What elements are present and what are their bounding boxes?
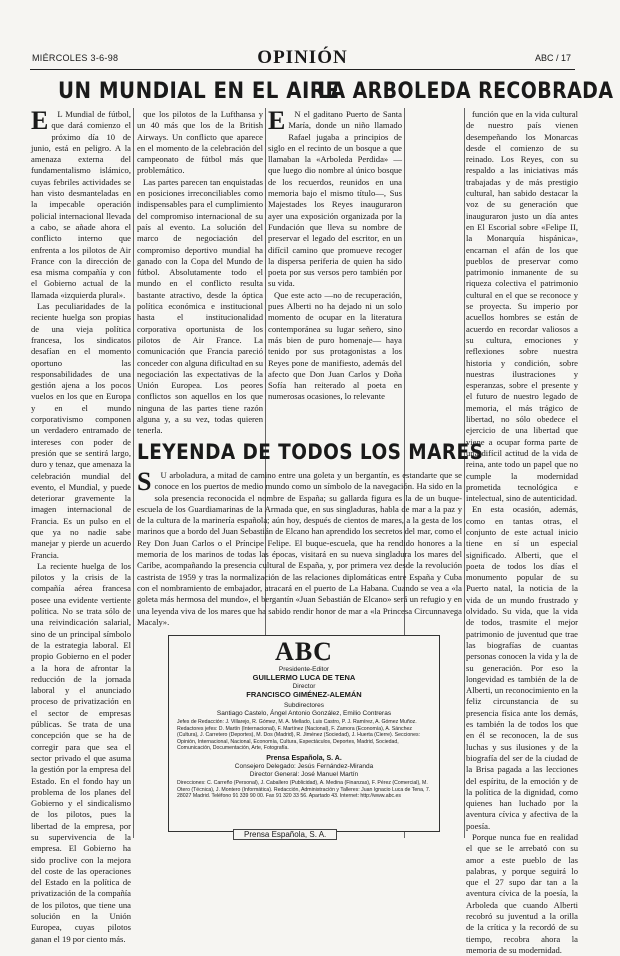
article-leyenda-body (137, 467, 462, 630)
paragraph: N el gaditano Puerto de Santa María, donde un niño llamado Rafael jugaba a principios de siglo en el recinto de un bosque a que llamaban la «Arboleda Perdida» —que luego dio nombre al único bosque de los recuerdos, reunidos en una memoria bajo el mismo título—, Sus Majestades los Reyes inauguraron ayer una exposición organizada por la Fundación que lleva su nombre de preservar el legado del escritor, en un difícil camino que promueve recoger la dispersa periferia de quien ha sido poeta por sus versos pero también por su vida. (268, 109, 402, 289)
column-rule (133, 108, 134, 838)
paragraph: La reciente huelga de los pilotos y la crisis de la compañía aérea francesa posee una evidente vertiente política. No se trata sólo de una reivindicación salarial, sino de un principal símbolo de la estrategia laboral. El propio Gobierno en el poder a la hora de afrontar la reducción de la jornada laboral y el anunciado proceso de privatización en el sector de empresas públicas. Se trata de una concepción que se ha de corregir para que sea el sector privado el que asuma la gestión por la empresa del Estado. En el fondo hay un problema de los planes del Gobierno y el sindicalismo de los pilotos, pues la libertad de la empresa, por su supervivencia de la empresa. El Gobierno ha sido proclive con la mejora del coste de las operaciones del Estado en la política de privatización de la compañía de los pilotos, que tiene una solución en la Unión Europea, cuyas pilotos ganan el 19 por ciento más. (31, 560, 131, 944)
column-rule (464, 108, 465, 838)
director-role: Director (292, 683, 316, 690)
ceo-role: Consejero Delegado: Jesús Fernández-Miranda (234, 762, 374, 770)
dropcap: S (137, 467, 152, 496)
founder-name: GUILLERMO LUCA DE TENA (252, 673, 356, 682)
article-arboleda-col2 (466, 109, 578, 955)
subdirectors-names: Santiago Castelo, Ángel Antonio González, Emilio Contreras (216, 710, 392, 717)
paragraph: En esta ocasión, además, como en tantas otras, el conjunto de este actual inicio tiene en sí un especial significado. Alberti, que el poeta de todos los días el monumento popular de su Puerto natal, la noticia de la vida de un mundo frustrado y olvidado. Su vida, que la vida de todos, trasmite el mejor patrimonio de juventud que trae las biografías de cuantas personas conocen la vida y la de su generación. Por eso la longevidad es también de la de Alberti, un reconocimiento en la feliz circunstancia de su presencia física ante los demás, es también la de todos los que en él se reconocen, la de sus luchas y sus ilusiones y de la biografía del ser de la ciudad de la Brisa pagada a las lecciones del espíritu, de la emoción y de la política de la dignidad, como quienes han luchado por la aventura cívica y afectiva de la poesía. (466, 504, 578, 831)
gm-role: Director General: José Manuel Martín (249, 770, 359, 778)
paragraph: función que en la vida cultural de nuestro país vienen desempeñando los Monarcas desde el comienzo de su reinado. Los Reyes, con su respaldo a las iniciativas más trabajadas y de más prestigio cultural, han sabido destacar la voz de su generación que inauguraron justo un día antes en El Escorial sobre «Felipe II, la Monarquía hispánica», encarnan el afán de los que pueblos de preservar como patrimonio inmanente de su riqueza colectiva el patrimonio cultural en el que se reconoce y se proyecta. Su imperio por acuellos hombres se están de acuerdo en recordar valiosos a su cultura, emociones y reflexiones sobre nuestra historia y condición, sobre nuestras ilustraciones y esperanzas, sobre el presente y el futuro de nuestro legado de memoria, el más trágico de libertad, no sólo obedece el ejercicio de una libertad que viene a ocupar forma parte de una difícil actitud de la vida de reina, ante todo un papel que no cumple la modernidad prometida tecnológica e intelectual, sino de autenticidad. (466, 109, 578, 504)
dropcap: E (31, 106, 49, 135)
headline-leyenda: LEYENDA DE TODOS LOS MARES (137, 440, 484, 464)
staff-list: Jefes de Redacción: J. Villarejo, R. Gómez, M. A. Mellado, Luis Castro, P. J. Ramírez, A. Gómez Muñoz. Redactores jefes: D. Martín (Internacional), F. Martínez (Nacional), F. Zamora (Economía), A. Sánchez (Cultura), J. Carretero (Deportes), M. Dos (Madrid), R. Jiménez (Sociedad), J. Huerta (Cierre). Secciones: Opinión, Internacional, Nacional, Economía, Cultura, Espectáculos, Deportes, Madrid, Sociedad, Comunicación, Documentación, Arte, Fotografía. (177, 719, 421, 752)
publisher-name: Prensa Española, S. A. (266, 754, 342, 762)
subdirectors-role: Subdirectores (283, 702, 325, 709)
director-name: FRANCISCO GIMÉNEZ-ALEMÁN (246, 690, 362, 699)
headline-arboleda: LA ARBOLEDA RECOBRADA (318, 79, 614, 104)
founder-role: Presidente-Editor (278, 666, 330, 673)
dropcap: E (268, 106, 286, 135)
addresses: Direcciones: C. Carreño (Personal), J. Caballero (Publicidad), A. Medina (Finanzas), F. Pérez (Comercial), M. Otero (Técnica), J. Montero (Informática). Redacción, Administración y Talleres: Juan Ignacio Luca de Tena, 7. 28027 Madrid. Teléfono 91 339 90 00. Fax 91 320 33 56. Apartado 43. Internet: http://www.abc.es (177, 779, 431, 800)
issue-date: MIÉRCOLES 3-6-98 (32, 53, 119, 63)
abc-logo: ABC (275, 637, 333, 666)
page-reference: ABC / 17 (534, 53, 571, 63)
paragraph: Las partes parecen tan enquistadas en posiciones irreconciliables como indispensables para el cumplimiento del compromiso internacional de su país al evento. La solución del marco de negociación del compromiso deportivo mundial ha ganado con la Copa del Mundo de fútbol. Absolutamente todo el mundo en el conflicto resulta bastante atractivo, desde la óptica política económica e institucional hasta el institucionalidad corporativa oportunista de los pilotos de Air France. La comunicación que Francia pareció conceder con alguna dificultad en su negociación las expectativas de la Unión Europea. Los peores conflictos son aquellos en los que ninguna de las partes tiene razón alguna y, a su vez, todas quieren tenerla. (137, 176, 263, 436)
article-arboleda-col1 (268, 106, 402, 429)
paragraph: L Mundial de fútbol, que dará comienzo el próximo día 10 de junio, está en peligro. A la amenaza externa del fundamentalismo islámico, cuyas febriles actividades se han visto desmanteladas en la impecable operación policial internacional llevada a cabo, se añade ahora el conflicto interno que enfrenta a los pilotos de Air France con la dirección de esa misma compañía y con el Gobierno actual de la llamada «izquierda plural». (31, 109, 131, 300)
article-mundial-col1 (31, 106, 131, 944)
paragraph: Que este acto —no de recuperación, pues Alberti no ha dejado ni un solo momento de ocupar en la literatura contemporánea su lugar señero, sino más bien de puro homenaje— haya tenido por sus protagonistas a los Reyes pone de manifiesto, además del afecto que Don Juan Carlos y Doña Sofía han reiterado al poeta en numerosas ocasiones, lo relevante (268, 289, 402, 402)
paragraph: que los pilotos de la Lufthansa y un 40 más que los de la British Airways. Un conflicto que aparece en el momento de la celebración del campeonato de fútbol más que problemático. (137, 109, 263, 176)
article-mundial-col2 (137, 109, 263, 436)
paragraph: Porque nunca fue en realidad el que se le arrebató con su amor a este pueblo de las palabras, y porque seguirá lo que el 27 supo dar tan a la aventura cívica de la poesía, la Arboleda que cuando Alberti recobró su juventud a la orilla de la crítica y la recordó de su tiempo, recobra ahora la memoria de su modernidad. (466, 832, 578, 955)
paragraph: U arboladura, a mitad de camino entre una goleta y un bergantín, es estandarte que se conoce en los puertos de medio mundo como un símbolo de la navegación. Ha sido en la sola presencia reconocida el nombre de España; su gallarda figura es la de un buque-escuela de los Guardiamarinas de la Armada que, en sus singladuras, habla de mar a la paz y de la cultura de la marinería española; aún hoy, después de cientos de mares, a la gesta de los marinos que a bordo del Juan Sebastián de Elcano han aprendido los secretos del mar, como el Rey Don Juan Carlos o el Príncipe Felipe. El buque-escuela, que ha rendido honores a la memoria de los marinos de todas las épocas, visitará en su nueva singladura los mares del Caribe, acompañando la presencia cultural de España, y, por primera vez desde la revolución castrista de 1959 y tras la normalización de las relaciones diplomáticas entre España y Cuba con el nombramiento de embajador, atracará en el puerto de La Habana. Cuando se vea a «la goleta más hermosa del mundo», el bergantín «Juan Sebastián de Elcano» será un refugio y en una leyenda viva de los mares que ha sabido rendir honor de mar a «la Princesa Circunnavega Macaly». (137, 470, 462, 627)
section-title: OPINIÓN (257, 47, 348, 68)
masthead-box (168, 635, 440, 832)
headline-mundial: UN MUNDIAL EN EL AIRE (58, 79, 340, 104)
page-header (30, 47, 575, 70)
publisher-stamp: Prensa Española, S. A. (233, 829, 337, 840)
paragraph: Las peculiaridades de la reciente huelga son propias de una vieja política francesa, los sindicatos desafían en el momento oportuno las responsabilidades de una gestión ajena a los pocos vuelos en los que en Europa y en el mundo corporativismo componen un verdadero entramado de intereses con poder de presión que se sentirá largo, duro y tenaz, que amenaza la celebración mundial del evento, el Mundial, y puede deteriorar gravemente la imagen internacional de Francia. Es un pulso en el que ya no nadie sabe manejar y pierde un acuerdo Francia. (31, 301, 131, 560)
